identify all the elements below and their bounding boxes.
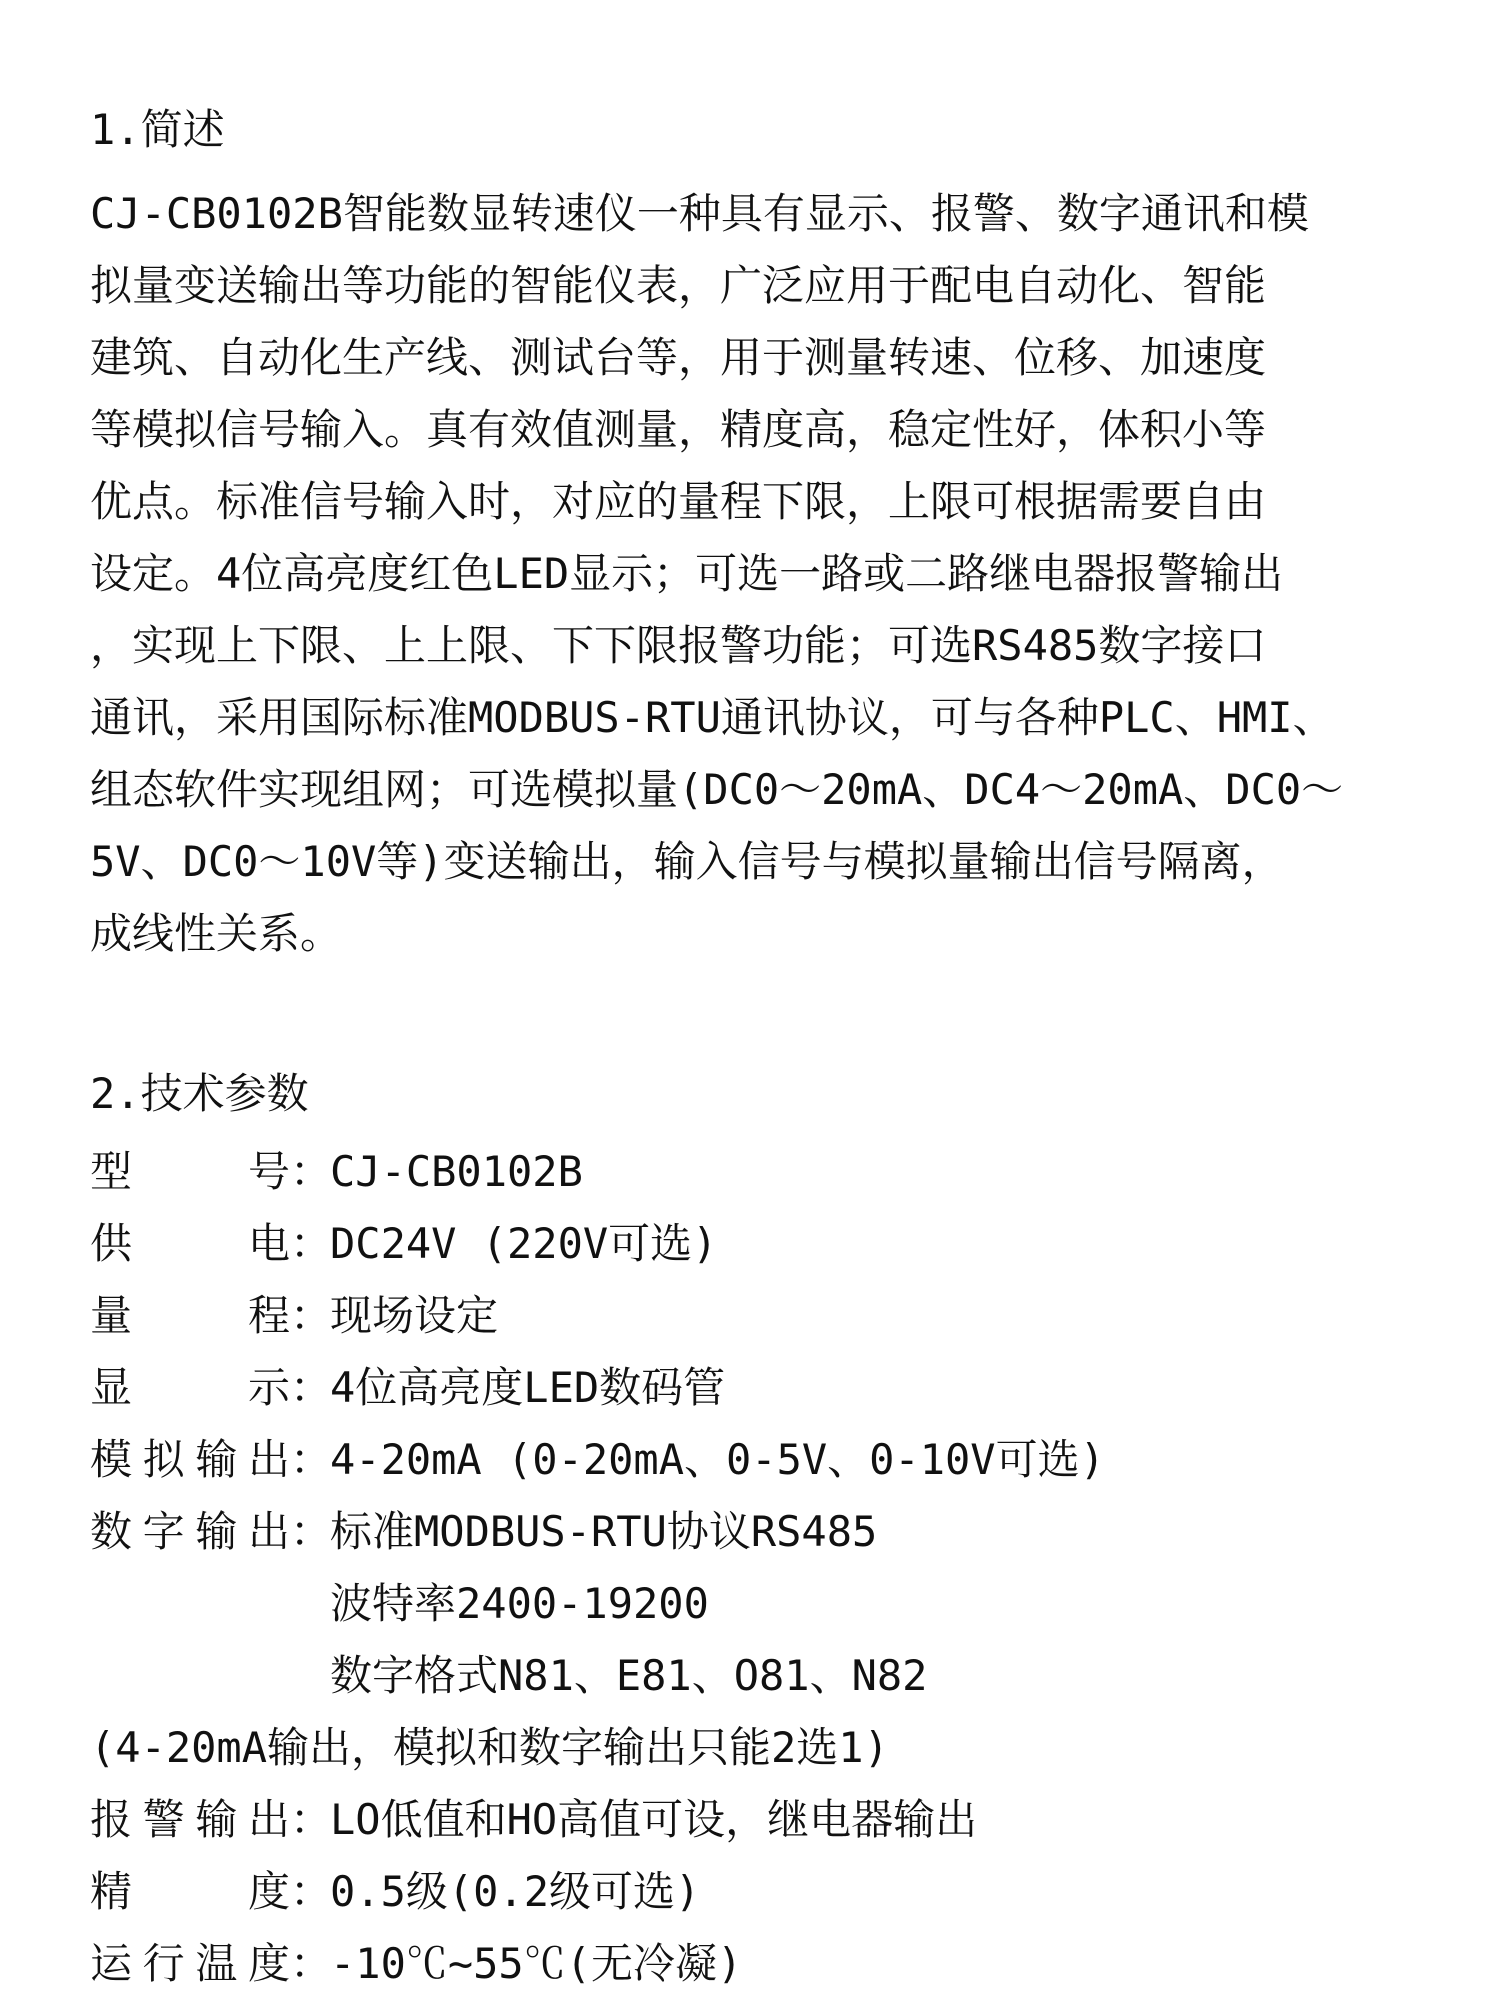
spec-value: 0.5级(0.2级可选) bbox=[330, 1867, 701, 1916]
paragraph-line: 优点。标准信号输入时，对应的量程下限，上限可根据需要自由 bbox=[90, 477, 1267, 526]
spec-label: 运 行 温 度 bbox=[90, 1939, 290, 1988]
paragraph-line: 等模拟信号输入。真有效值测量，精度高，稳定性好，体积小等 bbox=[90, 405, 1267, 454]
spec-value: DC24V (220V可选) bbox=[330, 1219, 718, 1268]
spec-colon: ： bbox=[290, 1147, 333, 1196]
spec-colon: ： bbox=[290, 1219, 333, 1268]
spec-colon: ： bbox=[290, 1795, 333, 1844]
spec-list bbox=[90, 1136, 1430, 2000]
spec-label: 精 度 bbox=[90, 1867, 290, 1916]
spec-value: 标准MODBUS-RTU协议RS485 bbox=[330, 1507, 878, 1556]
spec-label: 型 号 bbox=[90, 1147, 290, 1196]
spec-row-analog-output bbox=[90, 1424, 1430, 1496]
spec-colon: ： bbox=[290, 1363, 333, 1412]
spec-value: CJ-CB0102B bbox=[330, 1147, 583, 1196]
paragraph-line: 设定。4位高亮度红色LED显示；可选一路或二路继电器报警输出 bbox=[90, 549, 1284, 598]
paragraph-line: 组态软件实现组网；可选模拟量(DC0～20mA、DC4～20mA、DC0～ bbox=[90, 765, 1344, 814]
section-heading-overview: 1.简述 bbox=[90, 105, 225, 154]
paragraph-line: 拟量变送输出等功能的智能仪表，广泛应用于配电自动化、智能 bbox=[90, 261, 1267, 310]
spec-value: -10℃~55℃(无冷凝) bbox=[330, 1939, 743, 1988]
paragraph-line: CJ-CB0102B智能数显转速仪一种具有显示、报警、数字通讯和模 bbox=[90, 189, 1309, 238]
paragraph-line: 建筑、自动化生产线、测试台等，用于测量转速、位移、加速度 bbox=[90, 333, 1267, 382]
section-heading-specs: 2.技术参数 bbox=[90, 1069, 309, 1118]
spec-value: LO低值和HO高值可设，继电器输出 bbox=[330, 1795, 978, 1844]
spec-note: (4-20mA输出，模拟和数字输出只能2选1) bbox=[90, 1723, 889, 1772]
spec-row-accuracy bbox=[90, 1856, 1430, 1928]
spec-row-power bbox=[90, 1208, 1430, 1280]
spec-label: 供 电 bbox=[90, 1219, 290, 1268]
spec-value: 现场设定 bbox=[330, 1291, 499, 1340]
overview-paragraph bbox=[90, 178, 1430, 970]
paragraph-line: 通讯，采用国际标准MODBUS-RTU通讯协议，可与各种PLC、HMI、 bbox=[90, 693, 1335, 742]
spec-row-range bbox=[90, 1280, 1430, 1352]
paragraph-line: ，实现上下限、上上限、下下限报警功能；可选RS485数字接口 bbox=[90, 621, 1267, 670]
spec-label: 数 字 输 出 bbox=[90, 1507, 290, 1556]
spec-value: 4位高亮度LED数码管 bbox=[330, 1363, 726, 1412]
spec-colon: ： bbox=[290, 1507, 333, 1556]
spec-row-display bbox=[90, 1352, 1430, 1424]
spec-row-model bbox=[90, 1136, 1430, 1208]
spec-label: 量 程 bbox=[90, 1291, 290, 1340]
spec-row-digital-output bbox=[90, 1496, 1430, 1568]
spec-label: 显 示 bbox=[90, 1363, 290, 1412]
spec-value-data-format: 数字格式N81、E81、O81、N82 bbox=[330, 1651, 928, 1700]
spec-colon: ： bbox=[290, 1939, 333, 1988]
spec-colon: ： bbox=[290, 1291, 333, 1340]
spec-value: 4-20mA (0-20mA、0-5V、0-10V可选) bbox=[330, 1435, 1105, 1484]
spec-label: 模 拟 输 出 bbox=[90, 1435, 290, 1484]
document-page bbox=[90, 100, 1430, 2000]
spec-colon: ： bbox=[290, 1435, 333, 1484]
paragraph-line: 5V、DC0～10V等)变送输出，输入信号与模拟量输出信号隔离， bbox=[90, 837, 1284, 886]
spec-row-alarm-output bbox=[90, 1784, 1430, 1856]
spec-colon: ： bbox=[290, 1867, 333, 1916]
paragraph-line: 成线性关系。 bbox=[90, 909, 343, 958]
spec-value-baud-rate: 波特率2400-19200 bbox=[330, 1579, 709, 1628]
spec-row-operating-temperature bbox=[90, 1928, 1430, 2000]
spec-label: 报 警 输 出 bbox=[90, 1795, 290, 1844]
